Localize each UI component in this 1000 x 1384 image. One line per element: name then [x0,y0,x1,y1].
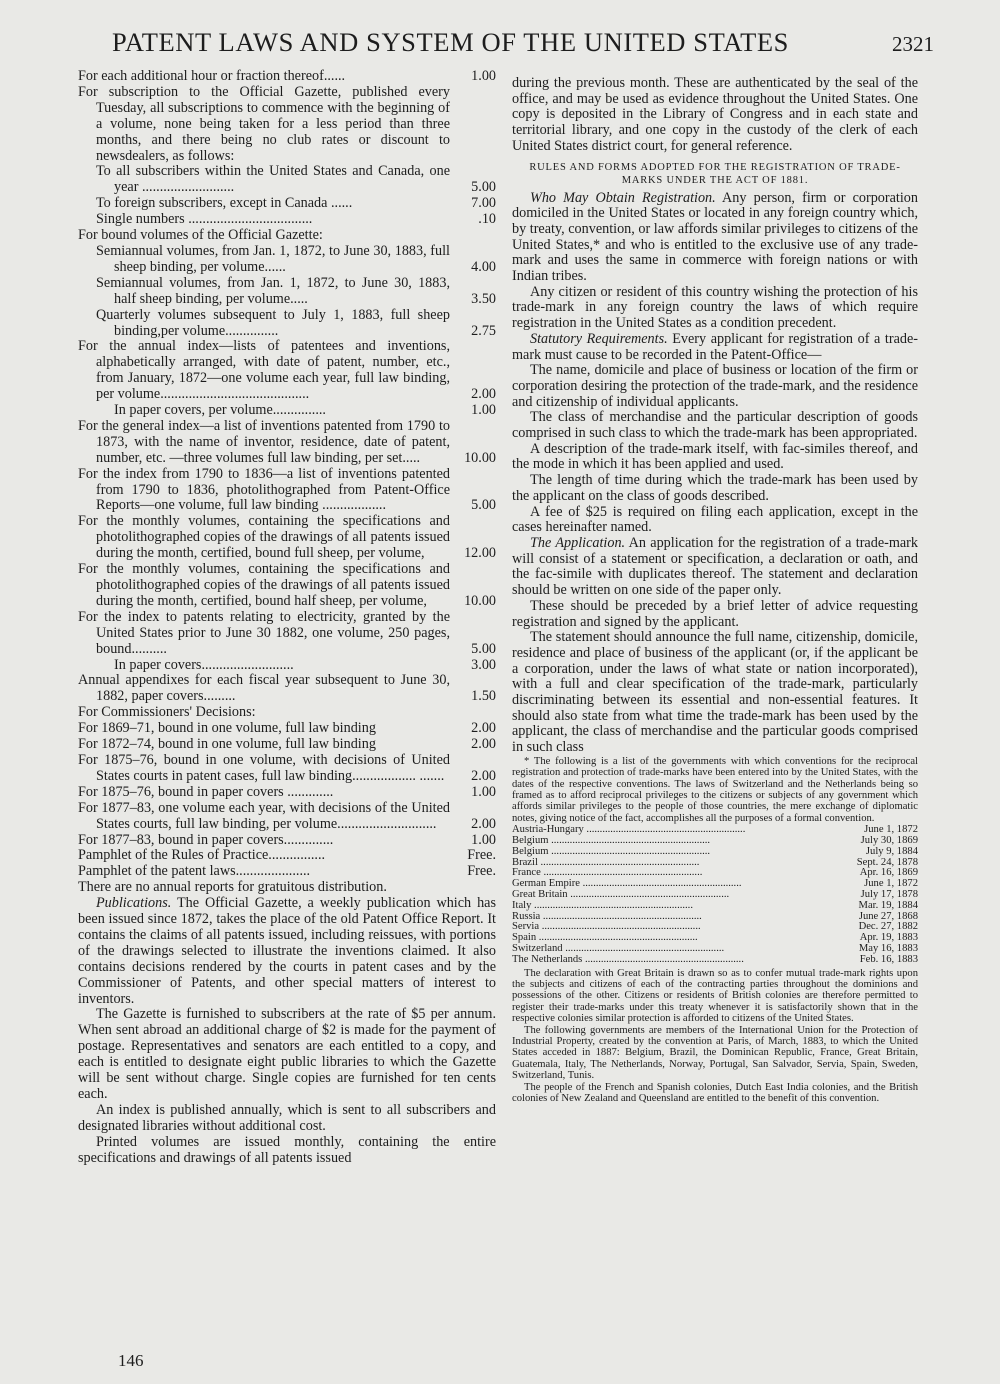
convention-row [512,922,918,933]
convention-row [512,836,918,847]
fee-description: For 1875–76, bound in one volume, with decisions of United States courts in patent cases, full law binding.................. ....... [78,751,450,784]
fee-price: 10.00 [464,592,496,609]
conventions-table [512,825,918,965]
fee-row [78,753,496,785]
fee-price: 5.00 [471,179,496,196]
requirement-paragraph: A description of the trade-mark itself, with fac-similes thereof, and the mode in which it has been applied and used. [512,440,918,473]
convention-country: German Empire ............................................................ [512,879,742,890]
convention-country: Brazil ............................................................ [512,857,700,868]
footnote [512,756,918,1105]
application-text: An application for the registration of a trade-mark will consist of a statement or specification, a declaration or oath, and the fac-simile with duplicates thereof. The statement and declaration should be written on one side of the paper only. [512,534,918,599]
fee-row [78,244,496,276]
fee-description: For 1869–71, bound in one volume, full law binding [78,720,376,737]
convention-country: Switzerland ............................................................ [512,944,725,955]
convention-row [512,868,918,879]
application-paragraph [512,536,918,599]
fee-description: For the index from 1790 to 1836—a list of inventions patented from 1790 to 1836, photolithographed from Patent-Office Reports—one volume, full law binding .................. [78,465,450,514]
fee-row [78,848,496,864]
statutory-paragraph [512,332,918,363]
convention-row [512,933,918,944]
fee-description: For the annual index—lists of patentees and inventions, alphabetically arranged, with date of patent, number, etc., from January, 1872—one volume each year, full law binding, per volume.......................................... [78,338,450,403]
fee-description: For each additional hour or fraction thereof...... [78,68,346,84]
right-paragraph: The statement should announce the full name, citizenship, domicile, residence and place of business of the applicant (or, if the applicant be a corporation, under the laws of what state or nation incorporated), with a full and clear specification of the trade-mark, particularly discriminating between its essential and non-essential features. It should also state from what time the trade-mark has been used by the applicant, the class of merchandise and the particular goods comprised in such class [512,629,918,756]
fee-description: Single numbers ................................... [96,211,313,228]
intro-paragraph: during the previous month. These are authenticated by the seal of the office, and may be used as evidence throughout the United States. One copy is deposited in the Library of Congress and in each state and territorial library, and one copy in the custody of the clerk of each United States district court, for general reference. [512,75,918,154]
fee-description: Semiannual volumes, from Jan. 1, 1872, to June 30, 1883, half sheep binding, per volume..... [96,274,450,307]
fee-row [78,467,496,515]
fee-row [78,514,496,562]
application-heading: The Application. [530,534,626,551]
convention-country: France ............................................................ [512,868,703,879]
fee-row [78,85,496,165]
publications-text: The Official Gazette, a weekly publication which has been issued since 1872, takes the place of the old Patent Office Report. It contains the claims of all patents issued, including reissues, with portions of the drawings selected to illustrate the inventions claimed. It also contains decisions rendered by the courts in patent cases and by the Commissioner of Patents, and other special matters of interest to inventors. [78,895,496,1007]
running-title: PATENT LAWS AND SYSTEM OF THE UNITED STATES [112,27,789,57]
fee-description: For 1875–76, bound in paper covers ............. [78,783,334,800]
fee-price: 1.00 [471,783,496,800]
convention-date: Sept. 24, 1878 [856,856,918,868]
fee-description: For 1877–83, bound in paper covers.............. [78,831,334,848]
fee-price: 2.00 [471,720,496,737]
fee-row [78,69,496,85]
requirements-list [512,363,918,536]
convention-date: Mar. 19, 1884 [858,899,918,911]
fee-row [78,164,496,196]
fee-description: To foreign subscribers, except in Canada ...... [96,195,353,212]
fee-row [78,196,496,212]
convention-row [512,879,918,890]
convention-country: Spain ............................................................ [512,933,698,944]
fee-price: 3.00 [471,656,496,673]
fee-row [78,308,496,340]
requirement-paragraph: The class of merchandise and the particular description of goods comprised in such class to which the trade-mark has been appropriated. [512,409,918,442]
fee-description: In paper covers.......................... [114,656,294,673]
convention-country: Russia ............................................................ [512,911,702,922]
fee-row [78,339,496,403]
statutory-heading: Statutory Requirements. [530,330,668,347]
fee-row [78,212,496,228]
convention-row [512,901,918,912]
requirement-paragraph: The length of time during which the trade-mark has been used by the applicant on the class of goods described. [512,472,918,504]
fee-row [78,705,496,721]
fee-price: Free. [467,847,496,864]
fee-price: 1.00 [471,402,496,419]
who-paragraph [512,191,918,285]
convention-date: Dec. 27, 1882 [858,921,918,933]
requirement-paragraph: The name, domicile and place of business or location of the firm or corporation desiring the protection of the trade-mark, and the residence and citizenship of individual applicants. [512,362,918,410]
footnote-note: The following governments are members of the International Union for the Protection of Industrial Property, created by the convention at Paris, of March, 1883, to which the United States acceded in 1887: Belgium, Brazil, the Dominican Republic, France, Great Britain, Guatemala, Italy, The Netherlands, Norway, Portugal, San Salvador, Servia, Spain, Sweden, Switzerland, Tunis. [512,1024,918,1082]
fee-description: Pamphlet of the Rules of Practice................ [78,847,326,864]
fee-row [78,785,496,801]
convention-date: June 1, 1872 [864,878,918,890]
fee-description: For bound volumes of the Official Gazette: [78,227,323,244]
fee-description: Quarterly volumes subsequent to July 1, 1883, full sheep binding,per volume............... [96,306,450,339]
fee-price: 4.00 [471,258,496,275]
convention-date: May 16, 1883 [858,943,918,955]
page-number: 2321 [892,32,934,56]
convention-row [512,890,918,901]
convention-date: July 30, 1869 [860,835,918,847]
convention-country: The Netherlands ............................................................ [512,954,744,965]
fee-price: 1.00 [471,831,496,848]
convention-date: July 17, 1878 [860,889,918,901]
fee-row [78,228,496,244]
fee-description: For the general index—a list of inventions patented from 1790 to 1873, with the name of inventor, residence, date of patent, number, etc. —three volumes full law binding, per set..... [78,417,450,466]
footnote-note: The declaration with Great Britain is drawn so as to confer mutual trade-mark rights upon the subjects and citizens of each of the contracting parties throughout the dominions and possessions of the other. Citizens or residents of British colonies are therefore permitted to register their trade-marks under this treaty whenever it is satisfactorily shown that in the respective colonies similar protection is afforded to citizens of the United States. [512,967,918,1025]
convention-country: Servia ............................................................ [512,922,701,933]
fee-price: 5.00 [471,640,496,657]
fee-description: To all subscribers within the United States and Canada, one year .......................... [96,163,450,196]
convention-country: Belgium ............................................................ [512,836,711,847]
convention-country: Italy ............................................................ [512,900,693,911]
fee-description: In paper covers, per volume............... [114,402,326,419]
left-paragraph: Printed volumes are issued monthly, containing the entire specifications and drawings of all patents issued [78,1133,496,1166]
who-text: Any person, firm or corporation domiciled in the United States or located in any foreign country which, by treaty, convention, or law affords similar privileges to citizens of the United States,* and who is entitled to the exclusive use of any trade-mark and uses the same in commerce with foreign nations or with Indian tribes. [512,189,918,285]
fee-price: 10.00 [464,449,496,466]
fee-description: Annual appendixes for each fiscal year subsequent to June 30, 1882, paper covers......... [78,672,450,705]
fee-description: Pamphlet of the patent laws..................... [78,863,311,880]
who-heading: Who May Obtain Registration. [530,189,716,206]
left-paragraph: An index is published annually, which is sent to all subscribers and designated libraries without additional cost. [78,1101,496,1134]
fee-price: 2.75 [471,322,496,339]
fee-description: There are no annual reports for gratuitous distribution. [78,879,387,896]
fee-row [78,833,496,849]
convention-row [512,825,918,836]
right-column [512,76,918,1105]
fee-description: For the monthly volumes, containing the specifications and photolithographed copies of the drawings of all patents issued during the month, certified, bound full sheep, per volume, [78,513,450,562]
fee-description: For the monthly volumes, containing the specifications and photolithographed copies of the drawings of all patents issued during the month, certified, bound half sheep, per volume, [78,561,450,609]
fee-price: 12.00 [464,545,496,562]
right-paragraphs [512,599,918,756]
rules-heading: RULES AND FORMS ADOPTED FOR THE REGISTRATION OF TRADE-MARKS UNDER THE ACT OF 1881. [529,161,901,186]
convention-country: Belgium ............................................................ [512,846,711,857]
statutory-text: Every applicant for registration of a trade-mark must cause to be recorded in the Patent-Office— [512,330,918,363]
left-paragraph: The Gazette is furnished to subscribers at the rate of $5 per annum. When sent abroad an additional charge of $2 is made for the payment of postage. Representatives and senators are each entitled to a copy, and each is entitled to designate eight public libraries to which the Gazette will be sent without charge. Single copies are furnished for ten cents each. [78,1006,496,1102]
fee-row [78,610,496,658]
footnote-intro: * The following is a list of the governments with which conventions for the reciprocal registration and protection of trade-marks have been entered into by the United States, with the dates of the respective conventions. The laws of Switzerland and the Netherlands being so framed as to afford reciprocal privileges to the citizens or subjects of any government which affords similar privileges to the people of those countries, the mere exchange of diplomatic notes, giving notice of the fact, accomplishes all the purposes of a formal convention. [512,755,918,824]
left-paragraphs [78,1007,496,1166]
convention-row [512,944,918,955]
left-column [78,69,496,1167]
fee-row [78,658,496,674]
fee-row [78,673,496,705]
folio-number: 146 [118,1351,144,1370]
convention-row [512,955,918,966]
fee-row [78,419,496,467]
convention-date: June 27, 1868 [858,910,918,922]
citizen-paragraph: Any citizen or resident of this country wishing the protection of his trade-mark in any foreign country the laws of which require registration in the United States as a condition precedent. [512,283,918,332]
convention-row [512,912,918,923]
fee-description: Semiannual volumes, from Jan. 1, 1872, to June 30, 1883, full sheep binding, per volume...... [96,242,450,275]
fee-price: Free. [467,863,496,880]
fee-price: 2.00 [471,815,496,832]
fee-price: 5.00 [471,497,496,514]
fee-row [78,737,496,753]
fee-price: 1.50 [471,688,496,705]
fee-row [78,562,496,610]
fee-price: 2.00 [471,767,496,784]
fee-description: For the index to patents relating to electricity, granted by the United States prior to June 30 1882, one volume, 250 pages, bound.......... [78,608,450,657]
fee-description: For Commissioners' Decisions: [78,704,256,721]
convention-date: Feb. 16, 1883 [859,953,918,965]
fee-description: For subscription to the Official Gazette, published every Tuesday, all subscriptions to commence with the beginning of a volume, none being taken for a less period than three months, and there being no club rates or discount to newsdealers, as follows: [78,83,450,164]
convention-country: Great Britain ............................................................ [512,890,730,901]
convention-country: Austria-Hungary ............................................................ [512,825,746,836]
footnote-note: The people of the French and Spanish colonies, Dutch East India colonies, and the British colonies of New Zealand and Queensland are entitled to the benefit of this convention. [512,1081,918,1105]
fee-price: 3.50 [471,290,496,307]
convention-date: July 9, 1884 [865,845,918,857]
publications-heading: Publications. [96,895,172,912]
requirement-paragraph: A fee of $25 is required on filing each application, except in the cases hereinafter named. [512,503,918,536]
fee-row [78,276,496,308]
fee-row [78,864,496,880]
fee-description: For 1877–83, one volume each year, with decisions of the United States courts, full law binding, per volume............................ [78,799,450,832]
fee-description: For 1872–74, bound in one volume, full law binding [78,736,376,753]
convention-date: Apr. 19, 1883 [859,932,918,944]
fee-row [78,721,496,737]
fee-price: 7.00 [471,195,496,212]
convention-row [512,858,918,869]
fee-row [78,403,496,419]
fee-row [78,801,496,833]
publications-paragraph [78,896,496,1007]
fee-price: 2.00 [471,736,496,753]
fee-price: 2.00 [471,386,496,403]
convention-date: Apr. 16, 1869 [859,867,918,879]
footnote-notes [512,968,918,1105]
fee-price: 1.00 [471,68,496,84]
fee-list [78,69,496,896]
fee-price: .10 [478,211,496,228]
page-header [112,27,934,61]
convention-date: June 1, 1872 [864,824,918,836]
right-paragraph: These should be preceded by a brief letter of advice requesting registration and signed by the applicant. [512,597,918,630]
fee-row [78,880,496,896]
